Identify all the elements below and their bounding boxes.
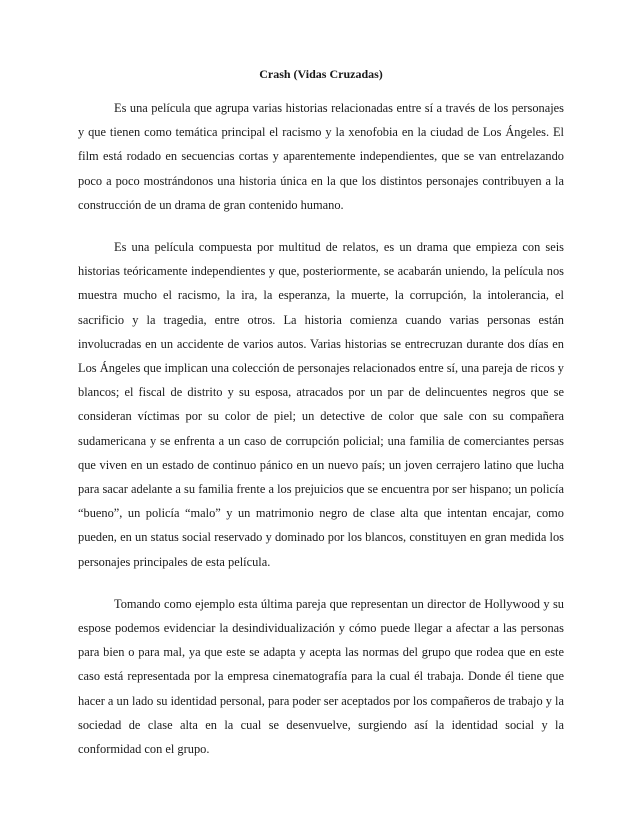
paragraph-3: Tomando como ejemplo esta última pareja que representan un director de Hollywood y su espose podemos evidenciar la desindividualización y cómo puede llegar a afectar a las personas para bien o para mal, ya que este se adapta y acepta las normas del grupo que rodea que en este caso está representada por la empresa cinematografía para la cual él trabaja. Donde él tiene que hacer a un lado su identidad personal, para poder ser aceptados por los compañeros de trabajo y la sociedad de clase alta en la cual se desenvuelve, surgiendo así la identidad social y la conformidad con el grupo. (78, 596, 564, 757)
paragraph-1: Es una película que agrupa varias historias relacionadas entre sí a través de los personajes y que tienen como temática principal el racismo y la xenofobia en la ciudad de Los Ángeles. El film está rodado en secuencias cortas y aparentemente independientes, que se van entrelazando poco a poco mostrándonos una historia única en la que los distintos personajes contribuyen a la construcción de un drama de gran contenido humano. (78, 101, 564, 212)
paragraph-2: Es una película compuesta por multitud de relatos, es un drama que empieza con seis historias teóricamente independientes y que, posteriormente, se acabarán uniendo, la película nos muestra mucho el racismo, la ira, la esperanza, la muerte, la corrupción, la intolerancia, el sacrificio y la tragedia, entre otros. La historia comienza cuando varias personas están involucradas en un accidente de varios autos. Varias historias se entrecruzan durante dos días en Los Ángeles que implican una colección de personajes relacionados entre sí, una pareja de ricos y blancos; el fiscal de distrito y su esposa, atracados por un par de delincuentes negros que se consideran víctimas por su color de piel; un detective de color que sale con su compañera sudamericana y se enfrenta a un caso de corrupción policial; una familia de comerciantes persas que viven en un estado de continuo pánico en un nuevo país; un joven cerrajero latino que lucha para sacar adelante a su familia frente a los prejuicios que se encuentra por ser hispano; un policía “bueno”, un policía “malo” y un matrimonio negro de clase alta que intentan encajar, como pueden, en un status social reservado y dominado por los blancos, constituyen en gran medida los personajes principales de esta película. (78, 240, 564, 569)
document-page (78, 66, 564, 779)
document-title: Crash (Vidas Cruzadas) (259, 67, 383, 81)
